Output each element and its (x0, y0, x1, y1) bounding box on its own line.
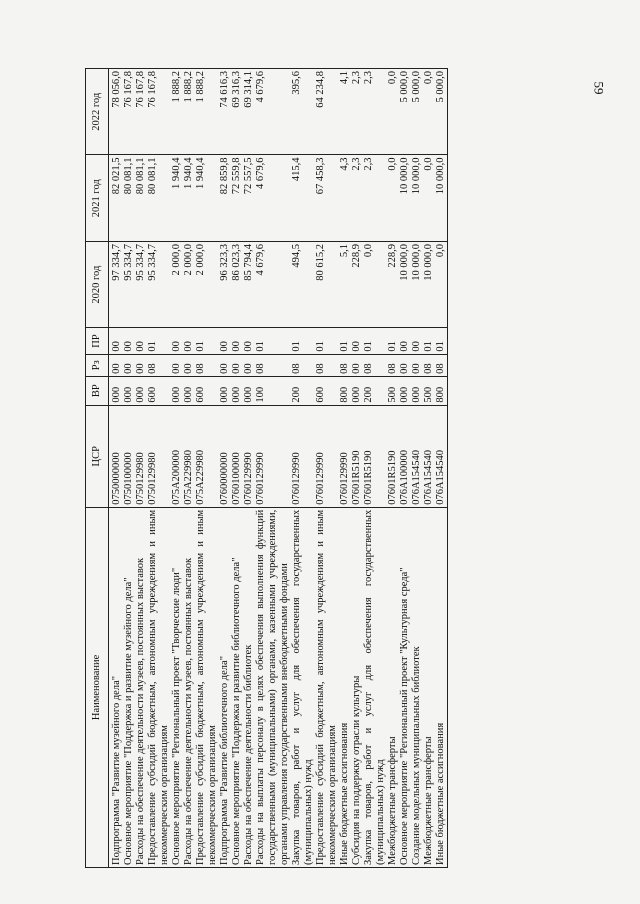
cell-y2020: 494,5 (291, 241, 315, 327)
cell-pr: 01 (339, 328, 351, 354)
cell-vr: 000 (183, 376, 195, 405)
cell-pr: 00 (135, 328, 147, 354)
cell-y2022: 69 314,1 (243, 69, 255, 156)
cell-name: Предоставление субсидий бюджетным, автономным учреждениям и иным некоммерческим организациям (147, 507, 171, 867)
cell-vr: 000 (109, 376, 124, 405)
cell-name: Основное мероприятие "Региональный проект "Культурная среда" (399, 507, 411, 867)
cell-y2021: 82 021,5 (109, 155, 124, 241)
header-csr: ЦСР (86, 405, 109, 507)
cell-vr: 500 (387, 376, 399, 405)
table-row (147, 69, 171, 868)
cell-y2020: 97 334,7 (109, 241, 124, 327)
cell-pr: 00 (123, 328, 135, 354)
cell-name: Создание модельных муниципальных библиотек (411, 507, 423, 867)
cell-y2022: 74 616,3 (219, 69, 231, 156)
table-row (291, 69, 315, 868)
cell-rz: 00 (219, 354, 231, 376)
table-row (123, 69, 135, 868)
cell-y2020: 2 000,0 (171, 241, 183, 327)
cell-rz: 08 (339, 354, 351, 376)
cell-rz: 00 (399, 354, 411, 376)
table-row (243, 69, 255, 868)
cell-pr: 01 (147, 328, 171, 354)
cell-vr: 600 (315, 376, 339, 405)
cell-rz: 00 (351, 354, 363, 376)
cell-pr: 00 (351, 328, 363, 354)
cell-y2020: 0,0 (435, 241, 448, 327)
cell-y2021: 82 859,8 (219, 155, 231, 241)
cell-y2020: 2 000,0 (195, 241, 219, 327)
table-row (195, 69, 219, 868)
cell-csr: 0750129980 (135, 405, 147, 507)
cell-y2022: 76 167,8 (135, 69, 147, 156)
cell-csr: 076A154540 (435, 405, 448, 507)
cell-vr: 000 (243, 376, 255, 405)
cell-vr: 000 (231, 376, 243, 405)
cell-name: Закупка товаров, работ и услуг для обеспечения государственных (муниципальных) нужд (363, 507, 387, 867)
cell-vr: 000 (171, 376, 183, 405)
cell-y2021: 10 000,0 (399, 155, 411, 241)
page-number: 59 (591, 81, 607, 95)
cell-pr: 00 (243, 328, 255, 354)
cell-y2022: 69 316,3 (231, 69, 243, 156)
cell-rz: 08 (423, 354, 435, 376)
cell-name: Расходы на обеспечение деятельности библиотек (243, 507, 255, 867)
cell-csr: 0750129980 (147, 405, 171, 507)
cell-pr: 00 (171, 328, 183, 354)
table-row (423, 69, 435, 868)
table-row (411, 69, 423, 868)
cell-y2021: 10 000,0 (411, 155, 423, 241)
cell-y2021: 4 679,6 (255, 155, 291, 241)
cell-csr: 0750000000 (109, 405, 124, 507)
header-pr: ПР (86, 328, 109, 354)
table-row (351, 69, 363, 868)
cell-name: Межбюджетные трансферты (423, 507, 435, 867)
cell-y2020: 85 794,4 (243, 241, 255, 327)
table-row (339, 69, 351, 868)
cell-rz: 00 (123, 354, 135, 376)
cell-y2022: 5 000,0 (435, 69, 448, 156)
cell-rz: 08 (255, 354, 291, 376)
cell-y2020: 80 615,2 (315, 241, 339, 327)
cell-y2022: 76 167,8 (123, 69, 135, 156)
cell-rz: 00 (171, 354, 183, 376)
cell-csr: 0750100000 (123, 405, 135, 507)
cell-pr: 00 (109, 328, 124, 354)
header-2021: 2021 год (86, 155, 109, 241)
cell-pr: 01 (291, 328, 315, 354)
header-name: Наименование (86, 507, 109, 867)
cell-y2021: 1 940,4 (183, 155, 195, 241)
cell-rz: 00 (231, 354, 243, 376)
cell-vr: 000 (411, 376, 423, 405)
cell-y2021: 0,0 (387, 155, 399, 241)
cell-y2020: 95 334,7 (123, 241, 135, 327)
cell-vr: 000 (135, 376, 147, 405)
table-row (435, 69, 448, 868)
cell-y2022: 76 167,8 (147, 69, 171, 156)
cell-rz: 08 (195, 354, 219, 376)
cell-name: Основное мероприятие "Поддержка и развитие музейного дела" (123, 507, 135, 867)
table-row (231, 69, 243, 868)
table-body (109, 69, 448, 868)
cell-csr: 0760129990 (339, 405, 351, 507)
cell-y2021: 2,3 (351, 155, 363, 241)
table-row (219, 69, 231, 868)
header-vr: ВР (86, 376, 109, 405)
cell-y2022: 395,6 (291, 69, 315, 156)
cell-y2021: 80 081,1 (123, 155, 135, 241)
cell-name: Подпрограмма "Развитие музейного дела" (109, 507, 124, 867)
cell-csr: 075A229980 (195, 405, 219, 507)
header-2020: 2020 год (86, 241, 109, 327)
cell-y2022: 2,3 (351, 69, 363, 156)
cell-name: Расходы на выплаты персоналу в целях обеспечения выполнения функций государственными (муниципальными) органами, казенными учреждениями, органами управления государственными внебюджетными фондами (255, 507, 291, 867)
cell-y2020: 4 679,6 (255, 241, 291, 327)
cell-y2021: 415,4 (291, 155, 315, 241)
table-row (363, 69, 387, 868)
cell-pr: 01 (387, 328, 399, 354)
cell-name: Расходы на обеспечение деятельности музеев, постоянных выставок (183, 507, 195, 867)
cell-rz: 08 (387, 354, 399, 376)
table-row (387, 69, 399, 868)
cell-vr: 500 (423, 376, 435, 405)
header-rz: Рз (86, 354, 109, 376)
cell-pr: 01 (255, 328, 291, 354)
cell-csr: 0760129990 (291, 405, 315, 507)
table-row (399, 69, 411, 868)
cell-y2021: 80 081,1 (135, 155, 147, 241)
cell-vr: 600 (147, 376, 171, 405)
table-row (171, 69, 183, 868)
cell-vr: 100 (255, 376, 291, 405)
cell-rz: 00 (243, 354, 255, 376)
cell-y2020: 10 000,0 (411, 241, 423, 327)
cell-y2020: 95 334,7 (147, 241, 171, 327)
cell-y2020: 96 323,3 (219, 241, 231, 327)
cell-y2022: 0,0 (423, 69, 435, 156)
cell-y2021: 4,3 (339, 155, 351, 241)
cell-y2022: 0,0 (387, 69, 399, 156)
cell-vr: 000 (399, 376, 411, 405)
cell-vr: 800 (339, 376, 351, 405)
cell-y2021: 0,0 (423, 155, 435, 241)
cell-csr: 0760129990 (243, 405, 255, 507)
cell-vr: 200 (363, 376, 387, 405)
cell-name: Основное мероприятие "Региональный проект "Творческие люди" (171, 507, 183, 867)
cell-vr: 000 (123, 376, 135, 405)
cell-pr: 00 (231, 328, 243, 354)
cell-pr: 00 (399, 328, 411, 354)
cell-csr: 076A154540 (411, 405, 423, 507)
cell-name: Иные бюджетные ассигнования (435, 507, 448, 867)
cell-csr: 0760129990 (255, 405, 291, 507)
cell-rz: 08 (291, 354, 315, 376)
cell-y2021: 80 081,1 (147, 155, 171, 241)
cell-rz: 08 (435, 354, 448, 376)
cell-pr: 01 (423, 328, 435, 354)
cell-csr: 076A154540 (423, 405, 435, 507)
cell-y2021: 72 559,8 (231, 155, 243, 241)
cell-rz: 00 (411, 354, 423, 376)
cell-pr: 00 (183, 328, 195, 354)
cell-vr: 000 (219, 376, 231, 405)
cell-y2022: 78 056,0 (109, 69, 124, 156)
cell-pr: 00 (219, 328, 231, 354)
table-header-row (86, 69, 109, 868)
cell-y2020: 86 023,3 (231, 241, 243, 327)
cell-y2022: 5 000,0 (399, 69, 411, 156)
cell-pr: 00 (411, 328, 423, 354)
cell-y2020: 95 334,7 (135, 241, 147, 327)
cell-vr: 800 (435, 376, 448, 405)
cell-name: Основное мероприятие "Поддержка и развитие библиотечного дела" (231, 507, 243, 867)
cell-y2021: 2,3 (363, 155, 387, 241)
cell-rz: 08 (315, 354, 339, 376)
cell-rz: 00 (135, 354, 147, 376)
cell-y2021: 1 940,4 (195, 155, 219, 241)
header-2022: 2022 год (86, 69, 109, 156)
cell-y2020: 2 000,0 (183, 241, 195, 327)
cell-y2021: 10 000,0 (435, 155, 448, 241)
cell-rz: 00 (109, 354, 124, 376)
cell-pr: 01 (363, 328, 387, 354)
cell-name: Закупка товаров, работ и услуг для обеспечения государственных (муниципальных) нужд (291, 507, 315, 867)
cell-name: Предоставление субсидий бюджетным, автономным учреждениям и иным некоммерческим организациям (195, 507, 219, 867)
cell-rz: 00 (183, 354, 195, 376)
table-row (255, 69, 291, 868)
cell-y2022: 2,3 (363, 69, 387, 156)
table-row (315, 69, 339, 868)
cell-name: Подпрограмма "Развитие библиотечного дела" (219, 507, 231, 867)
cell-name: Межбюджетные трансферты (387, 507, 399, 867)
cell-name: Субсидия на поддержку отрасли культуры (351, 507, 363, 867)
cell-y2020: 228,9 (387, 241, 399, 327)
cell-csr: 0760000000 (219, 405, 231, 507)
table-row (109, 69, 124, 868)
cell-rz: 08 (147, 354, 171, 376)
cell-y2022: 64 234,8 (315, 69, 339, 156)
cell-csr: 0760100000 (231, 405, 243, 507)
cell-y2022: 1 888,2 (183, 69, 195, 156)
cell-pr: 01 (195, 328, 219, 354)
budget-table (85, 68, 448, 868)
cell-csr: 07601R5190 (387, 405, 399, 507)
cell-name: Расходы на обеспечение деятельности музеев, постоянных выставок (135, 507, 147, 867)
cell-y2022: 4 679,6 (255, 69, 291, 156)
cell-pr: 01 (315, 328, 339, 354)
cell-rz: 08 (363, 354, 387, 376)
cell-y2020: 5,1 (339, 241, 351, 327)
cell-y2021: 1 940,4 (171, 155, 183, 241)
cell-y2022: 5 000,0 (411, 69, 423, 156)
cell-y2020: 10 000,0 (399, 241, 411, 327)
cell-vr: 200 (291, 376, 315, 405)
cell-y2022: 4,1 (339, 69, 351, 156)
table-row (135, 69, 147, 868)
table-row (183, 69, 195, 868)
cell-csr: 0760129990 (315, 405, 339, 507)
cell-csr: 075A229980 (183, 405, 195, 507)
cell-y2022: 1 888,2 (171, 69, 183, 156)
cell-y2021: 72 557,5 (243, 155, 255, 241)
cell-y2020: 10 000,0 (423, 241, 435, 327)
cell-pr: 01 (435, 328, 448, 354)
cell-y2020: 228,9 (351, 241, 363, 327)
cell-name: Иные бюджетные ассигнования (339, 507, 351, 867)
cell-csr: 076A100000 (399, 405, 411, 507)
cell-y2021: 67 458,3 (315, 155, 339, 241)
cell-vr: 600 (195, 376, 219, 405)
cell-y2022: 1 888,2 (195, 69, 219, 156)
cell-vr: 000 (351, 376, 363, 405)
cell-y2020: 0,0 (363, 241, 387, 327)
cell-name: Предоставление субсидий бюджетным, автономным учреждениям и иным некоммерческим организациям (315, 507, 339, 867)
cell-csr: 075A200000 (171, 405, 183, 507)
cell-csr: 07601R5190 (363, 405, 387, 507)
budget-table-rotated (85, 68, 580, 868)
cell-csr: 07601R5190 (351, 405, 363, 507)
